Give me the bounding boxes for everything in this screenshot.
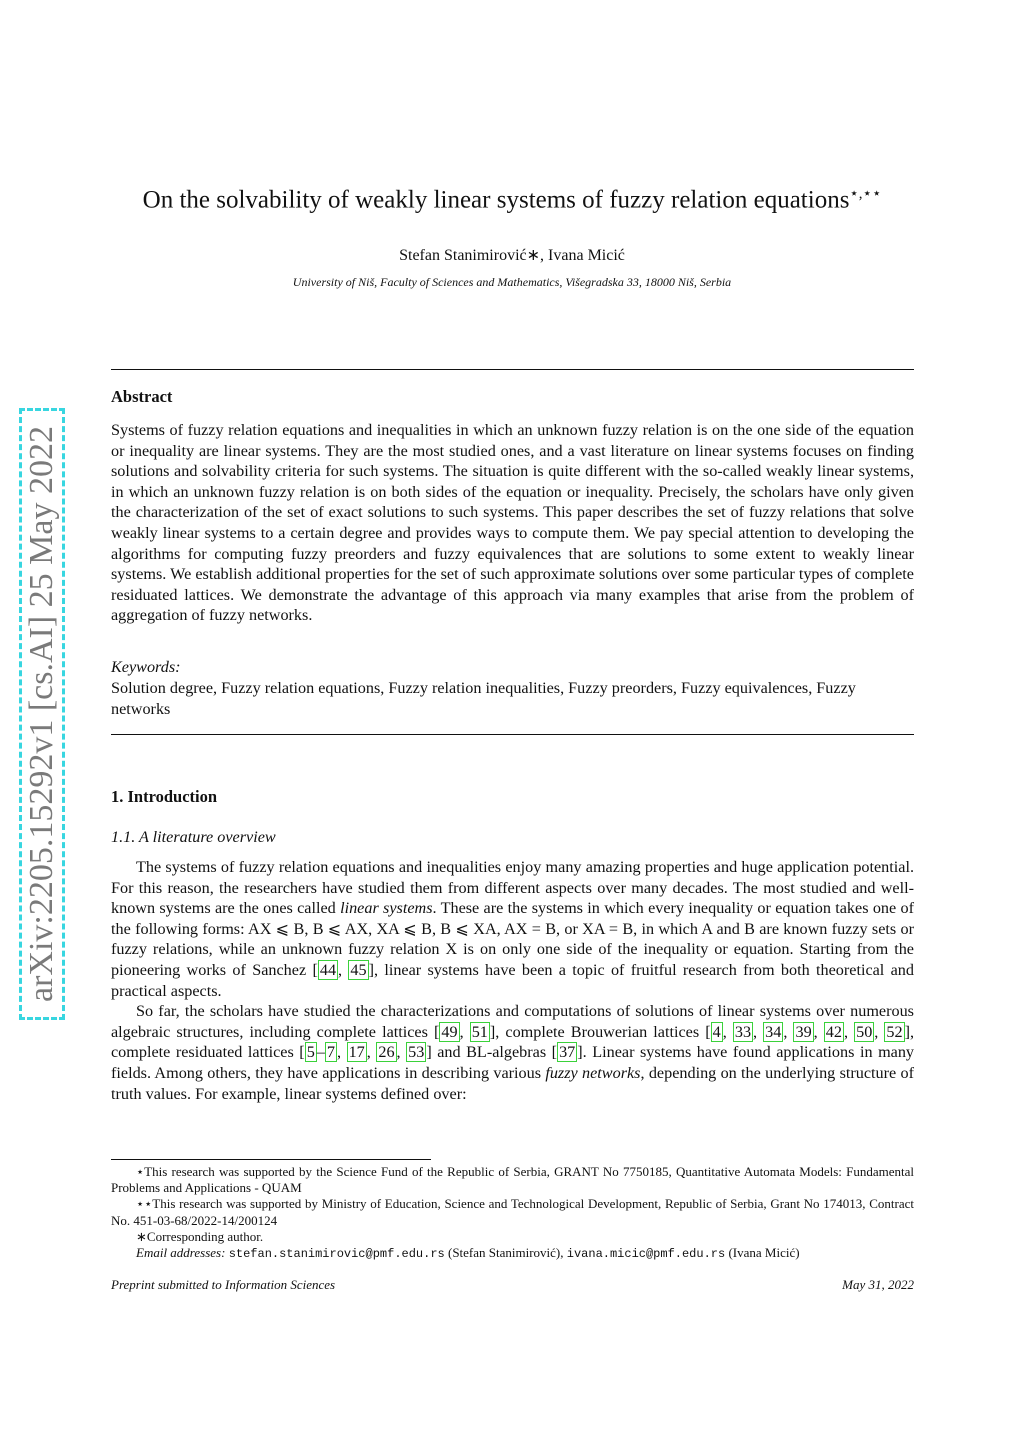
citation-link[interactable]: 44 (319, 960, 337, 979)
email-footnote (111, 1245, 914, 1262)
arxiv-stamp[interactable] (19, 408, 65, 1020)
citation-link[interactable]: 53 (408, 1043, 425, 1062)
keywords-heading: Keywords: (111, 658, 181, 676)
citation-link[interactable]: 39 (795, 1022, 812, 1041)
email-label: Email addresses: (136, 1245, 226, 1261)
citation-link[interactable]: 5 (306, 1043, 315, 1062)
para2-text-a: So far, the scholars have studied the characterizations and computations of solutions of linear systems over numerous algebraic structures, including complete lattices [ (111, 1002, 914, 1041)
citation-link[interactable]: 17 (348, 1043, 365, 1062)
paper-title (0, 184, 1024, 214)
para2-term-fuzzy-networks: fuzzy networks (545, 1063, 641, 1082)
footnote-3: ∗Corresponding author. (136, 1228, 264, 1244)
intro-paragraphs (111, 857, 914, 1104)
email-link-1[interactable]: stefan.stanimirovic@pmf.edu.rs (228, 1247, 445, 1262)
footnotes (111, 1164, 914, 1262)
paragraph-2: So far, the scholars have studied the characterizations and computations of solutions of linear systems over numerous algebraic structures, including complete lattices [ 49 , 51 ], complete Brouwerian lattices [ 4 , 33 , 34 , 39 , 42 , 50 , 52 ], complete residuated lattices [ 5 – 7 , 17 , 26 , 53 ] and BL-algebras [ 37 ]. Linear systems have found applications in many fields. Among others, they have applications in describing various fuzzy networks, depending on the underlying structure of truth values. For example, linear systems defined over: (111, 1002, 915, 1103)
para2-text-g: , depending on the underlying structure of truth values. For example, linear systems defined over: (111, 1063, 914, 1103)
para1-text-c: . These are the systems in which every inequality or equation takes one of the following forms: AX ⩽ B, B ⩽ AX, XA ⩽ B, B ⩽ XA, AX = B, or XA = B, in which A and B are known fuzzy sets or fuzzy relations, while an unknown fuzzy relation X is on only one side of the inequality or equation. Starting from the pioneering works of Sanchez [ (111, 899, 914, 979)
arxiv-stamp-text: arXiv:2205.15292v1 [cs.AI] 25 May 2022 (23, 425, 60, 1003)
citation-link[interactable]: 4 (712, 1022, 721, 1041)
citation-link[interactable]: 7 (326, 1043, 335, 1062)
abstract-text: Systems of fuzzy relation equations and inequalities in which an unknown fuzzy relation is on the one side of the equation or inequality are linear systems. They are the most studied ones, and a vast literature on linear systems focuses on finding solutions and solvability criteria for such systems. The situation is quite different with the so-called weakly linear systems, in which an unknown fuzzy relation is on both sides of the equation or inequality. Precisely, the scholars have only given the characterization of the set of exact solutions to such systems. This paper describes the set of fuzzy relations that solve weakly linear systems to a certain degree and provides ways to compute them. We pay special attention to developing the algorithms for computing fuzzy preorders and fuzzy equivalences that are solutions to some extent to weakly linear systems. We establish additional properties for the set of such approximate solutions over some particular types of complete residuated lattices. We demonstrate the advantage of this approach via many examples that arise from the problem of aggregation of fuzzy networks. (111, 421, 914, 625)
para1-text-a: The systems of fuzzy relation equations and inequalities enjoy many amazing properties and huge application potential. For this reason, the researchers have studied them from different aspects over many decades. The most studied and well-known systems are the ones called (111, 858, 914, 918)
citation-link[interactable]: 26 (378, 1043, 395, 1062)
para2-text-e: ]. Linear systems have found applications in many fields. Among others, they have applications in describing various (111, 1043, 915, 1082)
citation-link[interactable]: 37 (559, 1043, 576, 1062)
paragraph-1: The systems of fuzzy relation equations and inequalities enjoy many amazing properties and huge application potential. For this reason, the researchers have studied them from different aspects over many decades. The most studied and well-known systems are the ones called linear systems. These are the systems in which every inequality or equation takes one of the following forms: AX ⩽ B, B ⩽ AX, XA ⩽ B, B ⩽ XA, AX = B, or XA = B, in which A and B are known fuzzy sets or fuzzy relations, while an unknown fuzzy relation X is on only one side of the inequality or equation. Starting from the pioneering works of Sanchez [ 44 , 45 ], linear systems have been a topic of fruitful research from both theoretical and practical aspects. (111, 858, 914, 1000)
abstract-heading: Abstract (111, 387, 173, 406)
citation-link[interactable]: 49 (441, 1022, 458, 1041)
footnote-rule (111, 1159, 431, 1160)
footnote-2: ⋆⋆This research was supported by Ministry of Education, Science and Technological Development, Republic of Serbia, Grant No 174013, Contract No. 451-03-68/2022-14/200124 (111, 1196, 914, 1228)
paper-title-text: On the solvability of weakly linear systems of fuzzy relation equations (142, 186, 850, 214)
para1-text-d: ], linear systems have been a topic of fruitful research from both theoretical and practical aspects. (111, 960, 914, 1000)
para2-text-b: ], complete Brouwerian lattices [ (489, 1022, 711, 1041)
keywords-text: Solution degree, Fuzzy relation equations, Fuzzy relation inequalities, Fuzzy preorders, Fuzzy equivalences, Fuzzy networks (111, 679, 856, 718)
citation-link[interactable]: 51 (471, 1022, 488, 1041)
citation-link[interactable]: 34 (765, 1022, 782, 1041)
subsection-heading: 1.1. A literature overview (111, 828, 276, 846)
affiliation: University of Niš, Faculty of Sciences and Mathematics, Višegradska 33, 18000 Niš, Serbia (292, 275, 732, 289)
footer-preprint: Preprint submitted to Information Sciences (111, 1277, 336, 1292)
email-name-1: (Stefan Stanimirović), (447, 1245, 564, 1261)
email-link-2[interactable]: ivana.micic@pmf.edu.rs (566, 1247, 726, 1262)
para1-term-linear-systems: linear systems (340, 899, 433, 918)
citation-link[interactable]: 52 (886, 1022, 903, 1041)
title-footnote-marks: ⋆,⋆⋆ (849, 186, 882, 202)
abstract-top-rule (111, 369, 914, 370)
para2-text-d: ] and BL-algebras [ (426, 1043, 558, 1062)
abstract-bottom-rule (111, 734, 914, 735)
citation-link[interactable]: 33 (734, 1022, 752, 1041)
citation-link[interactable]: 45 (350, 960, 367, 979)
footer-date: May 31, 2022 (842, 1277, 914, 1292)
citation-link[interactable]: 50 (856, 1022, 873, 1041)
email-name-2: (Ivana Micić) (728, 1245, 800, 1261)
footnote-1: ⋆This research was supported by the Science Fund of the Republic of Serbia, GRANT No 7750185, Quantitative Automata Models: Fundamental Problems and Applications - QUAM (111, 1164, 914, 1196)
citation-link[interactable]: 42 (825, 1022, 842, 1041)
para2-text-c: ], complete residuated lattices [ (111, 1022, 915, 1062)
section-heading: 1. Introduction (111, 787, 218, 806)
authors: Stefan Stanimirović∗, Ivana Micić (399, 247, 625, 264)
